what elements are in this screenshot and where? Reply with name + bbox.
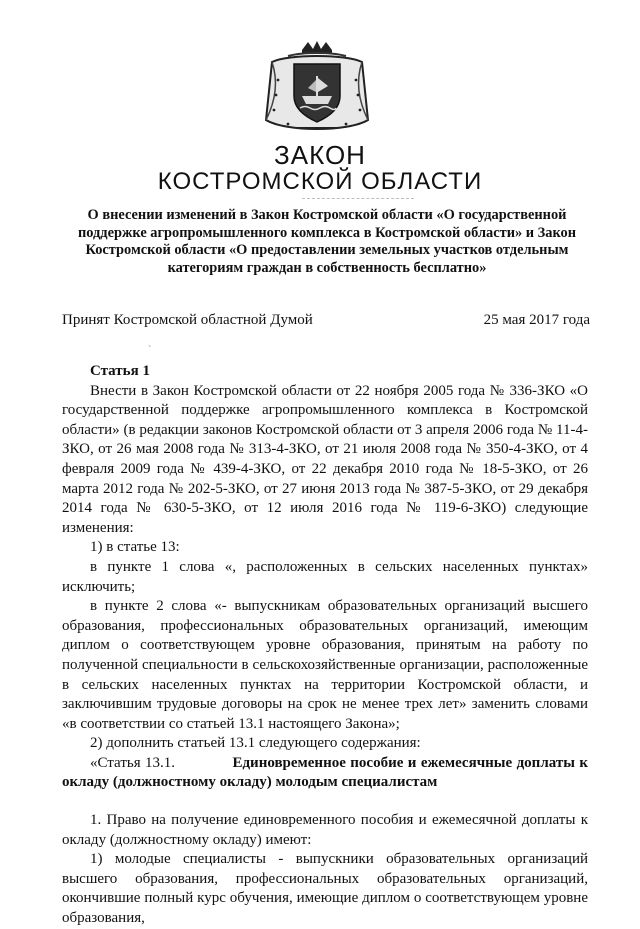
scan-speck: ˋ bbox=[148, 345, 152, 356]
paragraph: 1) молодые специалисты - выпускники образовательных организаций высшего образования, профессиональных образовательных организаций, окончившие полный курс обучения, имеющие диплом о соответствующем уровне образования, bbox=[62, 851, 588, 927]
document-title-line2: КОСТРОМСКОЙ ОБЛАСТИ bbox=[157, 168, 483, 195]
law-heading: О внесении изменений в Закон Костромской области «О государственной поддержке агропромышленного комплекса в Костромской области» и Закон Костромской области «О предоставлении земельных участков отдельным категориям граждан в собственность бесплатно» bbox=[77, 207, 577, 276]
document-title-line1: ЗАКОН bbox=[274, 140, 366, 170]
adopted-by: Принят Костромской областной Думой bbox=[62, 312, 313, 328]
paragraph: 1) в статье 13: bbox=[90, 539, 180, 556]
paragraph: 1. Право на получение единовременного пособия и ежемесячной доплаты к окладу (должностному окладу) имеют: bbox=[62, 812, 588, 848]
article-13-1-label: «Статья 13.1. bbox=[90, 754, 176, 771]
document-body bbox=[62, 362, 588, 929]
scan-artifact-line bbox=[302, 198, 414, 199]
coat-of-arms-emblem bbox=[258, 40, 376, 136]
article-13-1-heading bbox=[62, 754, 588, 793]
paragraph: в пункте 1 слова «, расположенных в сельских населенных пунктах» исключить; bbox=[62, 558, 588, 595]
paragraph: 2) дополнить статьей 13.1 следующего содержания: bbox=[90, 735, 421, 752]
article-13-1-title: Единовременное пособие и ежемесячные доплаты к окладу (должностному окладу) молодым специалистам bbox=[62, 754, 588, 791]
adopted-date: 25 мая 2017 года bbox=[483, 312, 590, 328]
paragraph: в пункте 2 слова «- выпускникам образовательных организаций высшего образования, профессиональных образовательных организаций, имеющим диплом о соответствующем уровне образования, принятым на работу по полученной специальности в сельскохозяйственные организации, расположенные в сельских населенных пунктах на территории Костромской области, и заключившим трудовые договоры на срок не менее трех лет» заменить словами «в соответствии со статьей 13.1 настоящего Закона»; bbox=[62, 598, 588, 732]
paragraph: Внести в Закон Костромской области от 22 ноября 2005 года № 336-ЗКО «О государственной поддержке агропромышленного комплекса в Костромской области» (в редакции законов Костромской области от 3 апреля 2006 года № 11-4-ЗКО, от 26 мая 2008 года № 313-4-ЗКО, от 21 июля 2008 года № 350-4-ЗКО, от 4 февраля 2009 года № 439-4-ЗКО, от 22 декабря 2010 года № 18-5-ЗКО, от 26 марта 2012 года № 202-5-ЗКО, от 27 июня 2013 года № 387-5-ЗКО, от 29 декабря 2014 года № 630-5-ЗКО, от 12 июля 2016 года № 119-6-ЗКО) следующие изменения: bbox=[62, 382, 588, 536]
article-1-title: Статья 1 bbox=[90, 363, 150, 379]
